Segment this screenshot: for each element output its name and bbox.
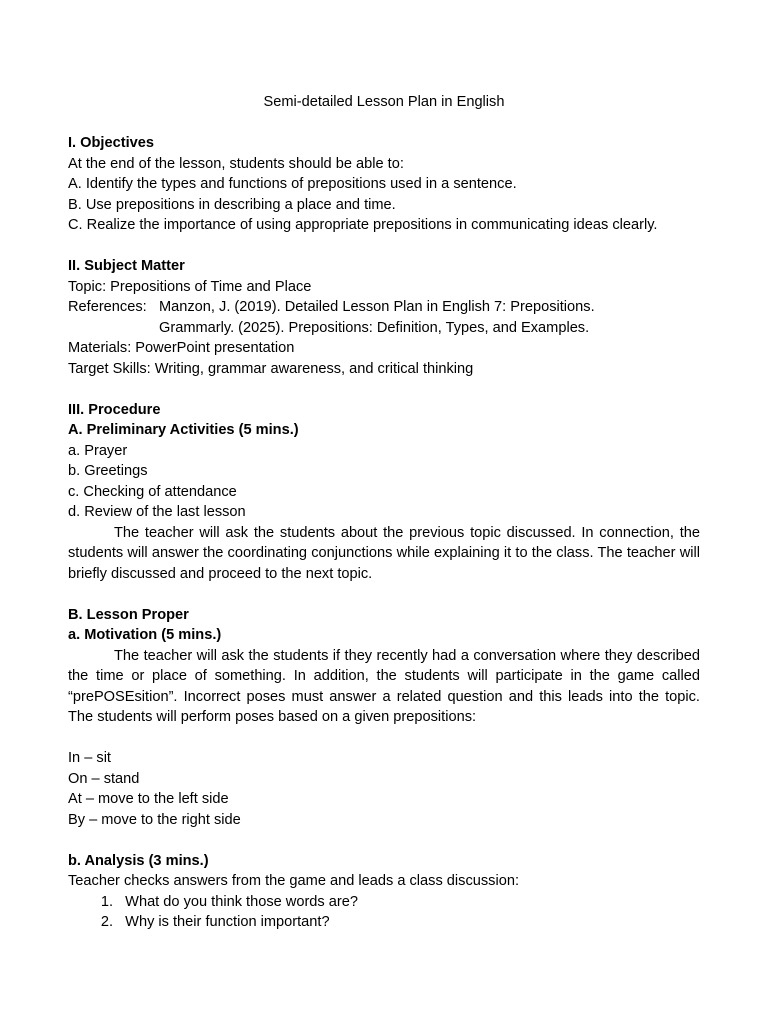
topic-line: Topic: Prepositions of Time and Place [68, 278, 312, 295]
materials-line: Materials: PowerPoint presentation [68, 340, 295, 356]
spacer [68, 584, 700, 605]
motivation-paragraph: The teacher will ask the students if they recently had a conversation where they described the time or place of something. In addition, the students will participate in the game called “prePOSEsition”. Incorrect poses must answer a related question and this leads into the topic. The students will perform poses based on a given prepositions: [68, 647, 700, 725]
pose-item: In – sit [68, 750, 111, 766]
preliminary-item: d. Review of the last lesson [68, 504, 246, 520]
reference-item: Grammarly. (2025). Prepositions: Definition, Types, and Examples. [159, 319, 590, 336]
analysis-intro: Teacher checks answers from the game and leads a class discussion: [68, 873, 520, 889]
lesson-proper-heading: B. Lesson Proper [68, 606, 189, 623]
pose-item: On – stand [68, 770, 140, 787]
question-text: What do you think those words are? [125, 893, 358, 910]
preliminary-item: c. Checking of attendance [68, 483, 237, 500]
spacer [68, 379, 700, 400]
reference-item: Manzon, J. (2019). Detailed Lesson Plan in English 7: Prepositions. [159, 299, 595, 315]
spacer [68, 728, 700, 749]
target-skills-line: Target Skills: Writing, grammar awareness, and critical thinking [68, 360, 474, 377]
motivation-heading: a. Motivation (5 mins.) [68, 627, 222, 643]
preliminary-item: b. Greetings [68, 463, 148, 479]
document-page [68, 92, 700, 933]
preliminary-paragraph: The teacher will ask the students about the previous topic discussed. In connection, the students will answer the coordinating conjunctions while explaining it to the class. The teacher will briefly discussed and proceed to the next topic. [68, 524, 700, 582]
objectives-heading: I. Objectives [68, 135, 154, 151]
question-number: 1. [100, 893, 113, 910]
pose-item: By – move to the right side [68, 811, 241, 828]
question-number: 2. [100, 914, 113, 930]
procedure-heading: III. Procedure [68, 401, 161, 418]
preliminary-item: a. Prayer [68, 442, 128, 459]
subject-matter-heading: II. Subject Matter [68, 258, 185, 274]
objectives-intro: At the end of the lesson, students should be able to: [68, 155, 404, 172]
pose-item: At – move to the left side [68, 791, 229, 807]
spacer [68, 113, 700, 134]
spacer [68, 236, 700, 257]
analysis-question [68, 912, 700, 933]
references-label: References: [68, 299, 147, 315]
question-text: Why is their function important? [125, 914, 330, 930]
objective-item-b: B. Use prepositions in describing a place and time. [68, 196, 396, 213]
analysis-question [68, 892, 700, 913]
references-line [68, 297, 700, 318]
preliminary-heading: A. Preliminary Activities (5 mins.) [68, 422, 299, 438]
objective-item-a: A. Identify the types and functions of prepositions used in a sentence. [68, 176, 517, 192]
document-title: Semi-detailed Lesson Plan in English [263, 94, 505, 110]
objective-item-c: C. Realize the importance of using appropriate prepositions in communicating ideas clearly. [68, 217, 658, 233]
spacer [68, 830, 700, 851]
analysis-heading: b. Analysis (3 mins.) [68, 852, 209, 869]
